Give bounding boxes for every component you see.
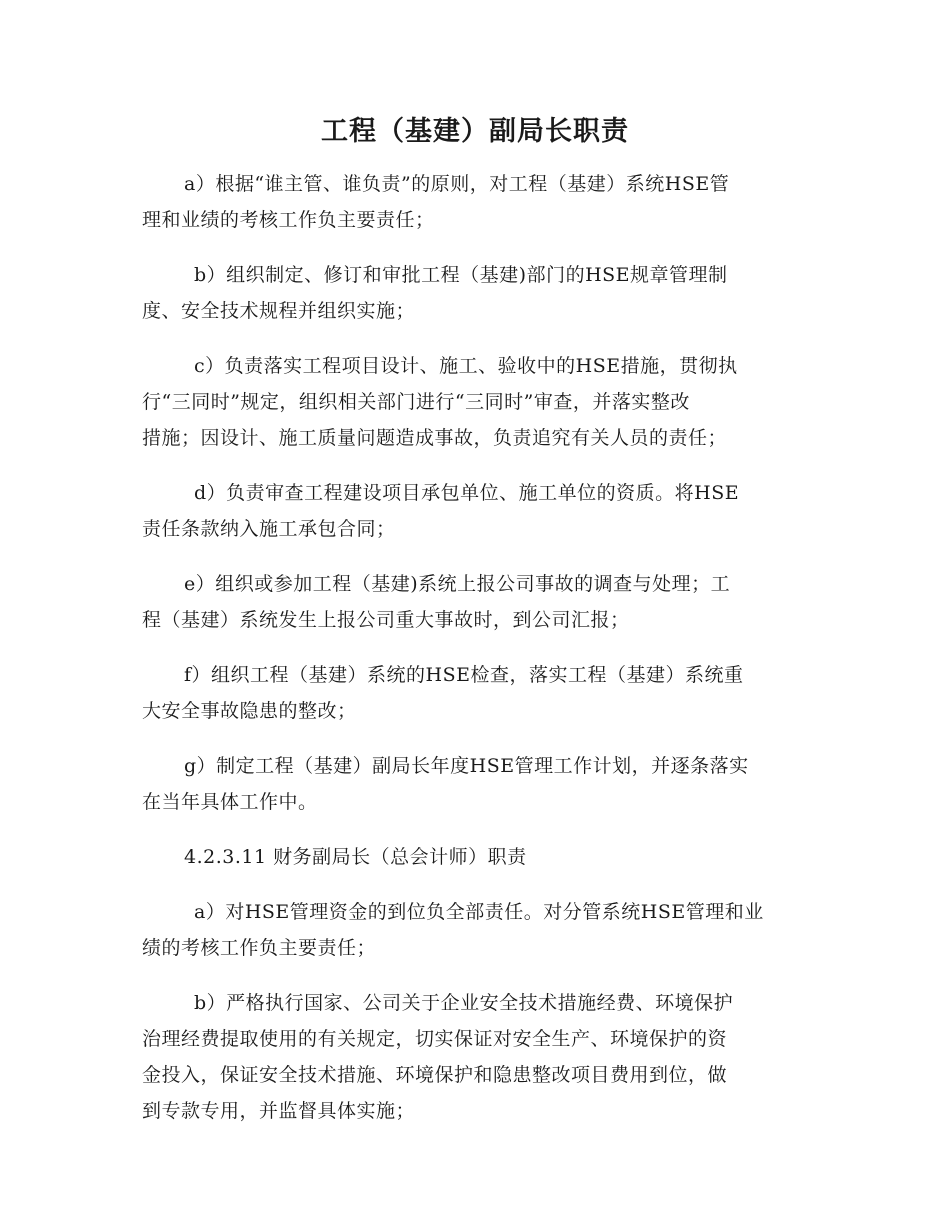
paragraph-f-engineering: [142, 657, 814, 729]
paragraph-line: 措施；因设计、施工质量问题造成事故，负责追究有关人员的责任；: [142, 427, 728, 449]
paragraph-line: 治理经费提取使用的有关规定，切实保证对安全生产、环境保护的资: [142, 1028, 728, 1050]
page-title: 工程（基建）副局长职责: [321, 116, 629, 147]
paragraph-c-engineering: [142, 348, 814, 456]
paragraph-a-engineering: [142, 166, 814, 238]
paragraph-line: b）组织制定、修订和审批工程（基建)部门的HSE规章管理制: [194, 264, 728, 286]
paragraph-line: 在当年具体工作中。: [142, 791, 318, 813]
paragraph-line: 金投入，保证安全技术措施、环境保护和隐患整改项目费用到位，做: [142, 1064, 728, 1086]
section-heading: 4.2.3.11 财务副局长（总会计师）职责: [184, 846, 527, 868]
paragraph-line: 大安全事故隐患的整改；: [142, 700, 357, 722]
paragraph-d-engineering: [142, 475, 814, 547]
paragraph-line: d）负责审查工程建设项目承包单位、施工单位的资质。将HSE: [194, 482, 740, 504]
paragraph-line: a）对HSE管理资金的到位负全部责任。对分管系统HSE管理和业: [194, 901, 764, 923]
paragraph-line: c）负责落实工程项目设计、施工、验收中的HSE措施，贯彻执: [194, 355, 738, 377]
paragraph-g-engineering: [142, 748, 814, 820]
paragraph-line: 行“三同时”规定，组织相关部门进行“三同时”审查，并落实整改: [142, 391, 690, 413]
paragraph-line: e）组织或参加工程（基建)系统上报公司事故的调查与处理；工: [184, 573, 731, 595]
paragraph-line: b）严格执行国家、公司关于企业安全技术措施经费、环境保护: [194, 992, 734, 1014]
paragraph-line: 程（基建）系统发生上报公司重大事故时，到公司汇报；: [142, 609, 630, 631]
paragraph-line: 到专款专用，并监督具体实施；: [142, 1100, 416, 1122]
paragraph-line: 责任条款纳入施工承包合同；: [142, 518, 396, 540]
paragraph-line: 度、安全技术规程并组织实施；: [142, 300, 416, 322]
paragraph-line: 理和业绩的考核工作负主要责任；: [142, 209, 435, 231]
paragraph-line: 绩的考核工作负主要责任；: [142, 937, 377, 959]
paragraph-b-engineering: [142, 257, 814, 329]
paragraph-line: g）制定工程（基建）副局长年度HSE管理工作计划，并逐条落实: [184, 755, 749, 777]
paragraph-a-finance: [142, 894, 814, 966]
paragraph-line: a）根据“谁主管、谁负责”的原则，对工程（基建）系统HSE管: [184, 173, 730, 195]
paragraph-b-finance: [142, 985, 814, 1129]
paragraph-e-engineering: [142, 566, 814, 638]
document-body: [142, 166, 814, 1148]
paragraph-line: f）组织工程（基建）系统的HSE检查，落实工程（基建）系统重: [184, 664, 744, 686]
